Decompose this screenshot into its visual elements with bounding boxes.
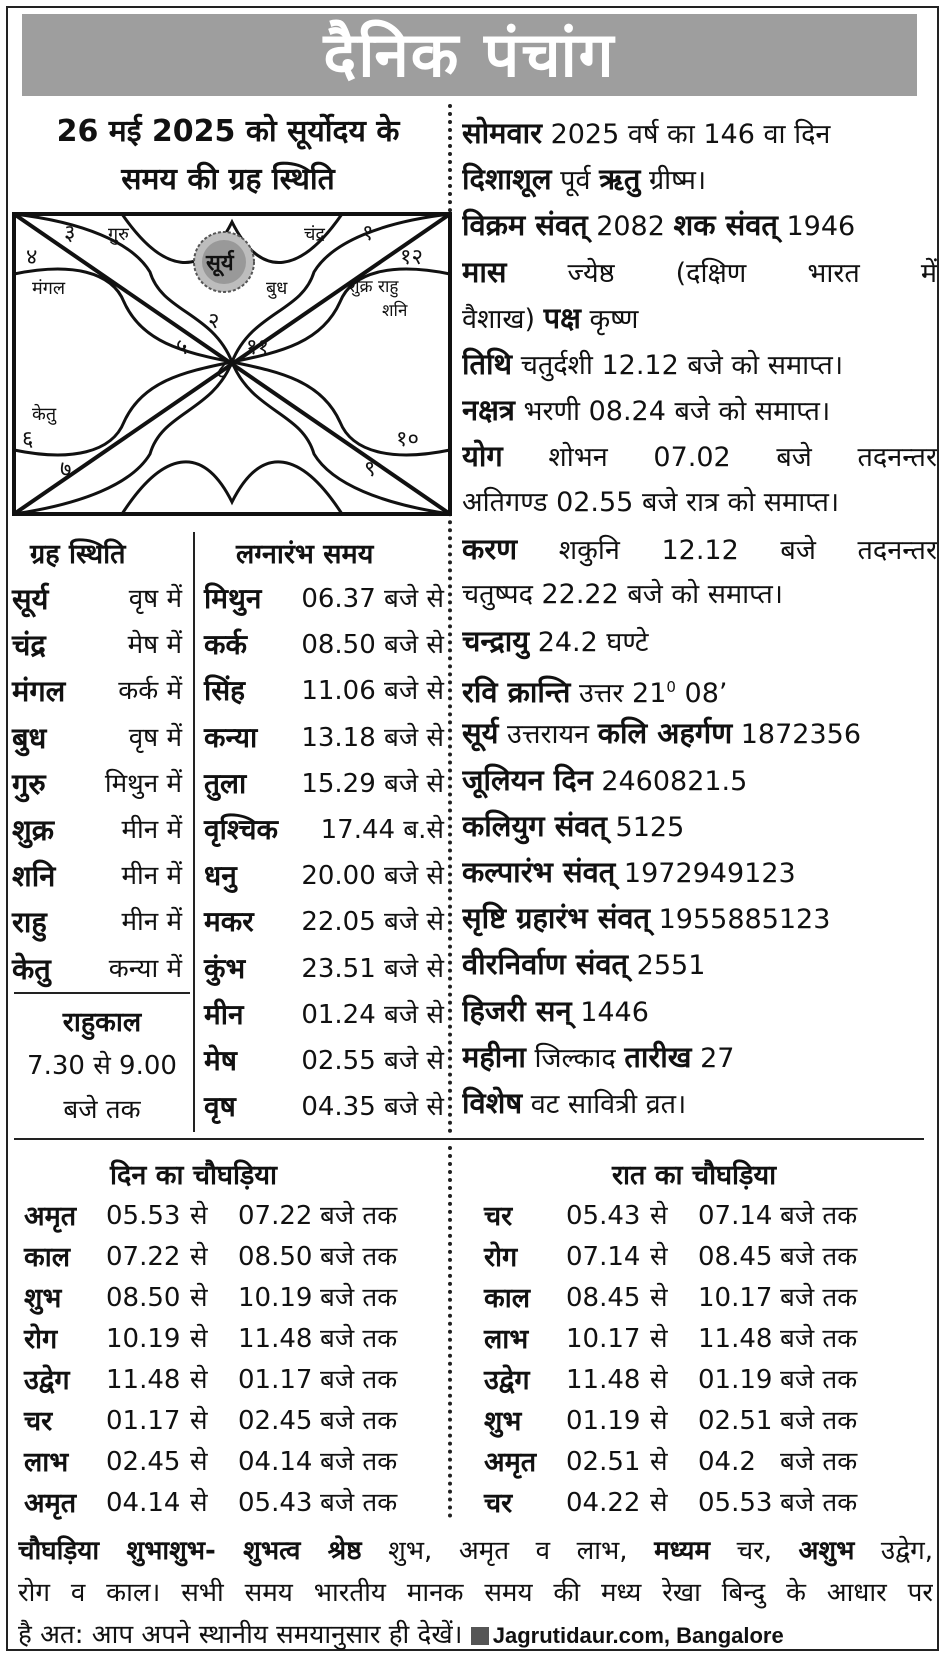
grah-row <box>12 715 182 761</box>
choghadiya-name: शुभ <box>24 1283 62 1314</box>
label-mangal: मंगल <box>32 278 66 299</box>
planet-name: राहु <box>12 905 47 940</box>
lagna-time: 13.18 बजे से <box>301 722 444 753</box>
choghadiya-name: काल <box>24 1242 71 1273</box>
grah-row <box>12 899 182 945</box>
choghadiya-from: 04.22 <box>566 1488 641 1518</box>
choghadiya-row <box>24 1483 444 1524</box>
footer-line-2: रोग व काल। सभी समय भारतीय मानक समय की मध्य रेखा बिन्दु के आधार पर <box>18 1578 933 1608</box>
choghadiya-to: 02.51 <box>698 1406 773 1436</box>
choghadiya-name: अमृत <box>484 1447 537 1478</box>
choghadiya-row <box>24 1237 444 1278</box>
planet-name: चंद्र <box>12 628 46 663</box>
choghadiya-se: से <box>650 1242 668 1272</box>
planet-rashi: कर्क में <box>118 676 182 707</box>
lagna-row <box>204 992 444 1038</box>
choghadiya-to: 08.50 <box>238 1242 313 1272</box>
choghadiya-from: 02.51 <box>566 1447 641 1477</box>
grah-heading: ग्रह स्थिति <box>30 539 126 570</box>
choghadiya-se: से <box>650 1488 668 1518</box>
lagna-time: 15.29 बजे से <box>301 768 444 799</box>
detail-line-kaliyug: कलियुग संवत् 5125 <box>462 808 685 843</box>
choghadiya-name: रोग <box>24 1324 58 1355</box>
lagna-time: 04.35 बजे से <box>301 1092 444 1123</box>
choghadiya-from: 05.53 <box>106 1201 181 1231</box>
choghadiya-tak: बजे तक <box>780 1283 858 1313</box>
lagna-row <box>204 807 444 853</box>
detail-line-dishashool: दिशाशूल पूर्व ऋतु ग्रीष्म। <box>462 162 707 197</box>
divider-lower <box>448 1146 452 1518</box>
planet-name: मंगल <box>12 674 66 709</box>
planet-rashi: वृष में <box>128 584 182 614</box>
rahukaal-time: 7.30 से 9.00 <box>27 1051 177 1081</box>
choghadiya-name: लाभ <box>24 1447 69 1478</box>
choghadiya-se: से <box>190 1283 208 1313</box>
choghadiya-to: 07.22 <box>238 1201 313 1231</box>
choghadiya-to: 01.17 <box>238 1365 313 1395</box>
choghadiya-se: से <box>190 1406 208 1436</box>
kundli-chart <box>12 212 452 516</box>
choghadiya-name: अमृत <box>24 1201 77 1232</box>
choghadiya-from: 11.48 <box>106 1365 181 1395</box>
choghadiya-tak: बजे तक <box>320 1447 398 1477</box>
detail-line-veernirvan: वीरनिर्वाण संवत् 2551 <box>462 947 706 982</box>
choghadiya-to: 05.43 <box>238 1488 313 1518</box>
grah-row <box>12 853 182 899</box>
footer-line-3: है अत: आप अपने स्थानीय समयानुसार ही देखें। Jagrutidaur.com, Bangalore <box>18 1620 784 1650</box>
lagna-time: 20.00 बजे से <box>301 861 444 892</box>
choghadiya-tak: बजे तक <box>780 1201 858 1231</box>
choghadiya-name: काल <box>484 1283 531 1314</box>
grah-row <box>12 668 182 714</box>
lagna-name: वृश्चिक <box>204 813 279 846</box>
planet-rashi: मिथुन में <box>104 768 182 799</box>
planet-rashi: मेष में <box>127 630 182 661</box>
choghadiya-to: 08.45 <box>698 1242 773 1272</box>
detail-line-karan-cont: चतुष्पद 22.22 बजे को समाप्त। <box>462 578 784 610</box>
choghadiya-row <box>484 1278 904 1319</box>
choghadiya-to: 01.19 <box>698 1365 773 1395</box>
panchang-details <box>462 110 937 1126</box>
planet-name: गुरु <box>12 766 46 801</box>
choghadiya-name: शुभ <box>484 1406 522 1437</box>
lagna-time: 23.51 बजे से <box>301 953 444 984</box>
choghadiya-row <box>484 1360 904 1401</box>
lagna-name: वृष <box>204 1090 236 1124</box>
detail-line-julian: जूलियन दिन 2460821.5 <box>462 762 748 797</box>
choghadiya-row <box>24 1319 444 1360</box>
lagna-time: 11.06 बजे से <box>301 676 444 707</box>
detail-line-vishesh: विशेष वट सावित्री व्रत। <box>462 1085 687 1120</box>
kundli-petal-bottom <box>122 462 342 514</box>
detail-line-vaar: सोमवार 2025 वर्ष का 146 वा दिन <box>462 116 831 150</box>
choghadiya-tak: बजे तक <box>780 1242 858 1272</box>
house-num-3: ३ <box>64 221 76 246</box>
day-choghadiya-heading: दिन का चौघड़िया <box>110 1160 278 1191</box>
choghadiya-row <box>484 1401 904 1442</box>
label-guru: गुरु <box>108 224 129 245</box>
choghadiya-from: 08.45 <box>566 1283 641 1313</box>
lagna-time: 08.50 बजे से <box>301 630 444 661</box>
choghadiya-from: 04.14 <box>106 1488 181 1518</box>
choghadiya-tak: बजे तक <box>320 1365 398 1395</box>
choghadiya-se: से <box>190 1324 208 1354</box>
planet-name: केतु <box>12 951 51 986</box>
footer-note <box>18 1530 933 1656</box>
divider-horizontal <box>14 1138 924 1140</box>
choghadiya-row <box>24 1401 444 1442</box>
choghadiya-to: 10.19 <box>238 1283 313 1313</box>
lagna-time: 17.44 ब.से <box>320 815 444 845</box>
grah-row <box>12 807 182 853</box>
detail-line-kalparambh: कल्पारंभ संवत् 1972949123 <box>462 855 796 889</box>
choghadiya-to: 11.48 <box>698 1324 773 1354</box>
choghadiya-row <box>484 1196 904 1237</box>
choghadiya-tak: बजे तक <box>780 1365 858 1395</box>
chart-heading: 26 मई 2025 को सूर्योदय के समय की ग्रह स्थिति <box>56 114 400 197</box>
planet-rashi: मीन में <box>121 861 182 892</box>
choghadiya-from: 10.17 <box>566 1324 641 1354</box>
lagna-name: मकर <box>204 905 254 939</box>
choghadiya-se: से <box>650 1447 668 1477</box>
choghadiya-from: 07.14 <box>566 1242 641 1272</box>
credit: Jagrutidaur.com, Bangalore <box>492 1623 784 1648</box>
lagna-row <box>204 946 444 992</box>
label-ketu: केतु <box>32 404 57 425</box>
choghadiya-to: 05.53 <box>698 1488 773 1518</box>
choghadiya-row <box>24 1442 444 1483</box>
choghadiya-from: 08.50 <box>106 1283 181 1313</box>
house-num-6: ६ <box>22 427 34 452</box>
choghadiya-row <box>24 1278 444 1319</box>
page-title: दैनिक पंचांग <box>22 14 917 96</box>
detail-line-tithi: तिथि चतुर्दशी 12.12 बजे को समाप्त। <box>462 346 844 381</box>
choghadiya-tak: बजे तक <box>320 1283 398 1313</box>
lagna-name: कुंभ <box>204 951 246 985</box>
house-num-11: ११ <box>246 335 269 360</box>
lagna-name: कर्क <box>204 628 248 662</box>
choghadiya-from: 07.22 <box>106 1242 181 1272</box>
grah-row <box>12 622 182 668</box>
grah-row <box>12 761 182 807</box>
detail-line-chandrayu: चन्द्रायु 24.2 घण्टे <box>462 624 649 659</box>
choghadiya-tak: बजे तक <box>320 1488 398 1518</box>
detail-line-samvat: विक्रम संवत् 2082 शक संवत् 1946 <box>462 208 856 243</box>
lagna-row <box>204 715 444 761</box>
planet-name: सूर्य <box>12 582 49 616</box>
choghadiya-from: 10.19 <box>106 1324 181 1354</box>
choghadiya-se: से <box>190 1447 208 1477</box>
house-num-12: १२ <box>400 245 423 270</box>
choghadiya-row <box>484 1483 904 1524</box>
rahukaal-heading: राहुकाल <box>62 1007 142 1038</box>
planet-name: शुक्र <box>12 813 54 847</box>
planet-rashi: मीन में <box>121 907 182 938</box>
choghadiya-se: से <box>650 1324 668 1354</box>
lagna-time: 22.05 बजे से <box>301 907 444 938</box>
label-shani: शनि <box>382 301 408 321</box>
lagna-row <box>204 1038 444 1084</box>
choghadiya-se: से <box>650 1283 668 1313</box>
house-num-8: ८ <box>216 359 228 384</box>
night-choghadiya-heading: रात का चौघड़िया <box>612 1160 777 1191</box>
detail-line-maas: मास ज्येष्ठ (दक्षिण भारत में <box>462 254 937 289</box>
divider-rahukaal <box>14 992 190 994</box>
choghadiya-from: 05.43 <box>566 1201 641 1231</box>
square-icon <box>471 1627 489 1645</box>
choghadiya-row <box>484 1319 904 1360</box>
choghadiya-from: 11.48 <box>566 1365 641 1395</box>
planet-rashi: वृष में <box>128 722 182 753</box>
lagna-name: मीन <box>204 997 244 1031</box>
detail-line-karan: करण शकुनि 12.12 बजे तदनन्तर <box>462 531 937 566</box>
lagna-row <box>204 576 444 622</box>
choghadiya-from: 01.17 <box>106 1406 181 1436</box>
divider-grah-lagna <box>193 532 195 1132</box>
choghadiya-name: अमृत <box>24 1488 77 1519</box>
choghadiya-name: रोग <box>484 1242 518 1273</box>
choghadiya-row <box>484 1442 904 1483</box>
detail-line-kali-ahargan: सूर्य उत्तरायन कलि अहर्गण 1872356 <box>462 716 861 751</box>
detail-line-paksh: वैशाख) पक्ष कृष्ण <box>462 300 639 335</box>
choghadiya-name: चर <box>484 1488 513 1519</box>
detail-line-mahina: महीना जिल्काद तारीख 27 <box>462 1039 735 1074</box>
choghadiya-tak: बजे तक <box>780 1406 858 1436</box>
choghadiya-row <box>24 1360 444 1401</box>
lagna-time: 02.55 बजे से <box>301 1046 444 1076</box>
label-shukra-rahu: शुक्र राहु <box>348 277 399 297</box>
choghadiya-se: से <box>190 1365 208 1395</box>
choghadiya-tak: बजे तक <box>320 1406 398 1436</box>
label-chandra: चंद्र <box>304 224 325 245</box>
house-num-10: १० <box>396 427 419 452</box>
house-num-1: १ <box>362 221 374 246</box>
lagna-heading: लग्नारंभ समय <box>236 539 374 570</box>
label-budh: बुध <box>266 278 288 299</box>
lagna-name: तुला <box>204 766 247 800</box>
choghadiya-tak: बजे तक <box>780 1324 858 1354</box>
choghadiya-name: उद्वेग <box>24 1365 70 1396</box>
footer-line-1: चौघड़िया शुभाशुभ- शुभत्व श्रेष्ठ शुभ, अमृत व लाभ, मध्यम चर, अशुभ उद्वेग, <box>18 1536 933 1566</box>
choghadiya-to: 04.2 <box>698 1447 756 1477</box>
lagna-row <box>204 622 444 668</box>
choghadiya-from: 01.19 <box>566 1406 641 1436</box>
detail-line-hijri: हिजरी सन् 1446 <box>462 993 649 1028</box>
rahukaal-suffix: बजे तक <box>63 1095 141 1125</box>
lagna-name: सिंह <box>204 674 246 708</box>
detail-line-yog-cont: अतिगण्ड 02.55 बजे रात्र को समाप्त। <box>462 486 840 518</box>
lagna-name: मिथुन <box>204 582 262 615</box>
choghadiya-se: से <box>190 1242 208 1272</box>
choghadiya-se: से <box>650 1406 668 1436</box>
detail-line-ravi-kranti: रवि क्रान्ति उत्तर $21^0$ 08’ <box>462 675 728 710</box>
choghadiya-to: 11.48 <box>238 1324 313 1354</box>
choghadiya-se: से <box>190 1201 208 1231</box>
label-surya: सूर्य <box>206 251 234 276</box>
detail-line-yog: योग शोभन 07.02 बजे तदनन्तर <box>462 439 937 474</box>
lagna-time: 01.24 बजे से <box>301 999 444 1030</box>
choghadiya-name: चर <box>484 1201 513 1232</box>
planet-name: शनि <box>12 859 56 894</box>
choghadiya-name: लाभ <box>484 1324 529 1355</box>
detail-line-nakshatra: नक्षत्र भरणी 08.24 बजे को समाप्त। <box>462 393 831 428</box>
lagna-row <box>204 1084 444 1130</box>
choghadiya-to: 10.17 <box>698 1283 773 1313</box>
choghadiya-to: 07.14 <box>698 1201 773 1231</box>
lagna-name: धनु <box>204 859 237 893</box>
grah-row <box>12 946 182 992</box>
house-num-4: ४ <box>26 245 38 270</box>
choghadiya-tak: बजे तक <box>780 1447 858 1477</box>
choghadiya-row <box>484 1237 904 1278</box>
choghadiya-name: उद्वेग <box>484 1365 530 1396</box>
lagna-row <box>204 899 444 945</box>
grah-row <box>12 576 182 622</box>
choghadiya-se: से <box>650 1365 668 1395</box>
detail-line-srishti: सृष्टि ग्रहारंभ संवत् 1955885123 <box>462 901 831 936</box>
lagna-name: कन्या <box>204 720 258 754</box>
house-num-7: ७ <box>60 457 72 482</box>
choghadiya-row <box>24 1196 444 1237</box>
kundli-curve-bottom <box>14 362 450 514</box>
lagna-time: 06.37 बजे से <box>301 584 444 614</box>
lagna-name: मेष <box>204 1044 237 1077</box>
house-num-5: ५ <box>176 335 188 360</box>
choghadiya-tak: बजे तक <box>780 1488 858 1518</box>
choghadiya-se: से <box>190 1488 208 1518</box>
planet-rashi: कन्या में <box>108 953 182 984</box>
house-num-2: २ <box>208 309 220 334</box>
choghadiya-to: 02.45 <box>238 1406 313 1436</box>
choghadiya-to: 04.14 <box>238 1447 313 1477</box>
choghadiya-tak: बजे तक <box>320 1324 398 1354</box>
choghadiya-tak: बजे तक <box>320 1201 398 1231</box>
lagna-row <box>204 853 444 899</box>
planet-name: बुध <box>12 720 47 755</box>
lagna-row <box>204 761 444 807</box>
lagna-row <box>204 668 444 714</box>
choghadiya-from: 02.45 <box>106 1447 181 1477</box>
planet-rashi: मीन में <box>121 815 182 845</box>
choghadiya-name: चर <box>24 1406 53 1437</box>
house-num-9: ९ <box>364 457 376 482</box>
choghadiya-tak: बजे तक <box>320 1242 398 1272</box>
choghadiya-se: से <box>650 1201 668 1231</box>
